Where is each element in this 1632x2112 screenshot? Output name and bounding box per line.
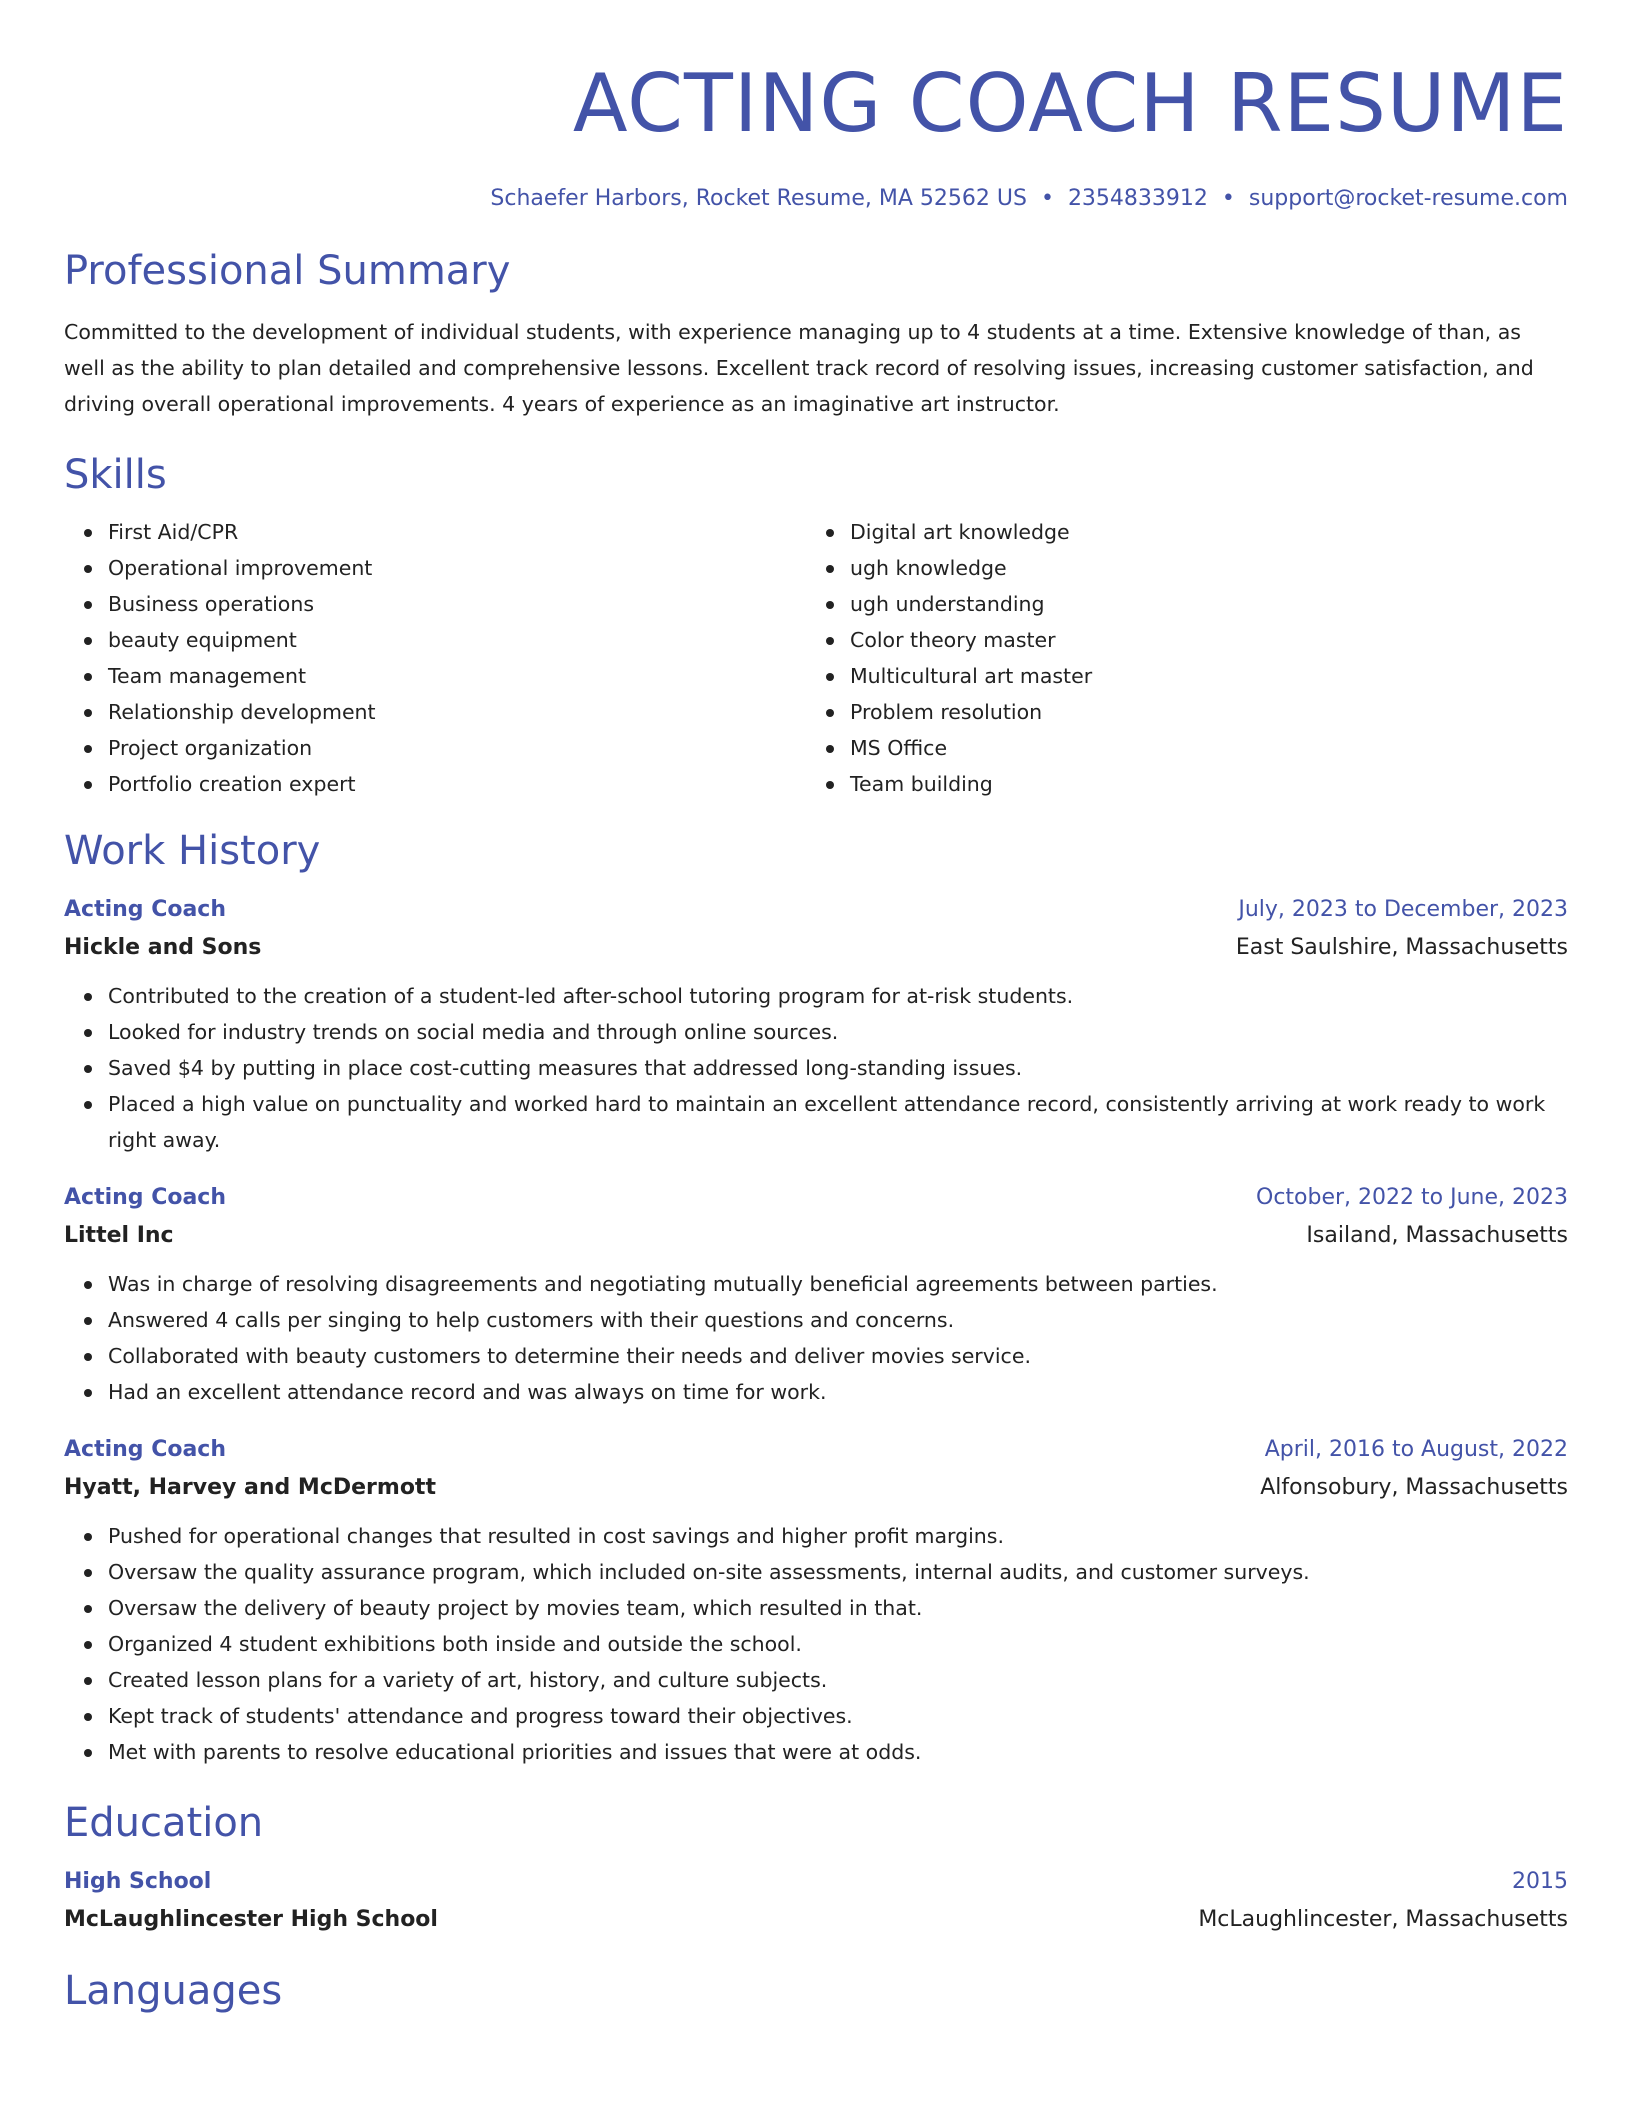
bullet-icon bbox=[826, 529, 834, 537]
bullet-icon bbox=[84, 1353, 92, 1361]
bullet-icon bbox=[826, 745, 834, 753]
job-company: Hyatt, Harvey and McDermott bbox=[64, 1475, 436, 1500]
contact-separator: • bbox=[1040, 186, 1054, 211]
list-item bbox=[850, 766, 1548, 802]
bullet-icon bbox=[84, 637, 92, 645]
list-item bbox=[108, 1518, 1568, 1554]
list-item-text: Business operations bbox=[108, 592, 315, 616]
list-item-text: Problem resolution bbox=[850, 700, 1043, 724]
contact-line bbox=[64, 182, 1568, 216]
job-role: Acting Coach bbox=[64, 897, 227, 922]
list-item bbox=[108, 1662, 1568, 1698]
bullet-icon bbox=[84, 1605, 92, 1613]
list-item-text: Kept track of students' attendance and progress toward their objectives. bbox=[108, 1704, 853, 1728]
job-company: Hickle and Sons bbox=[64, 935, 262, 960]
list-item bbox=[850, 730, 1548, 766]
education-school: McLaughlincester High School bbox=[64, 1907, 438, 1932]
skills-heading: Skills bbox=[64, 452, 167, 498]
job-dates: July, 2023 to December, 2023 bbox=[1238, 897, 1568, 922]
job-dates: October, 2022 to June, 2023 bbox=[1256, 1185, 1568, 1210]
bullet-icon bbox=[826, 637, 834, 645]
bullet-icon bbox=[84, 1029, 92, 1037]
job-bullets bbox=[64, 1266, 1568, 1410]
contact-phone: 2354833912 bbox=[1067, 186, 1208, 211]
list-item-text: Created lesson plans for a variety of art, history, and culture subjects. bbox=[108, 1668, 828, 1692]
summary-text: Committed to the development of individual students, with experience managing up to 4 students at a time. Extensive knowledge of than, as well as the ability to plan detailed and comprehensive lessons. Excellent track record of resolving issues, increasing customer satisfaction, and driving overall operational improvements. 4 years of experience as an imaginative art instructor. bbox=[64, 320, 1534, 416]
list-item-text: Team management bbox=[108, 664, 307, 688]
bullet-icon bbox=[84, 1749, 92, 1757]
bullet-icon bbox=[84, 673, 92, 681]
bullet-icon bbox=[84, 781, 92, 789]
skills-left-column bbox=[64, 514, 806, 802]
list-item bbox=[108, 514, 806, 550]
list-item bbox=[850, 550, 1548, 586]
bullet-icon bbox=[826, 565, 834, 573]
list-item-text: Project organization bbox=[108, 736, 313, 760]
bullet-icon bbox=[84, 601, 92, 609]
job-entry bbox=[64, 1180, 1568, 1410]
bullet-icon bbox=[84, 1641, 92, 1649]
list-item-text: MS Office bbox=[850, 736, 948, 760]
bullet-icon bbox=[84, 1065, 92, 1073]
job-role: Acting Coach bbox=[64, 1185, 227, 1210]
job-entry bbox=[64, 1432, 1568, 1770]
list-item-text: Team building bbox=[850, 772, 993, 796]
education-heading: Education bbox=[64, 1800, 264, 1846]
skills-columns bbox=[64, 514, 1568, 802]
job-dates: April, 2016 to August, 2022 bbox=[1264, 1437, 1568, 1462]
languages-heading: Languages bbox=[64, 1968, 283, 2014]
list-item-text: Multicultural art master bbox=[850, 664, 1093, 688]
list-item-text: Oversaw the delivery of beauty project by movies team, which resulted in that. bbox=[108, 1596, 923, 1620]
education-entry bbox=[64, 1864, 1568, 1940]
bullet-icon bbox=[826, 673, 834, 681]
work-history-list bbox=[64, 892, 1568, 1770]
bullet-icon bbox=[84, 1569, 92, 1577]
resume-title: ACTING COACH RESUME bbox=[572, 57, 1568, 150]
job-detail-row bbox=[64, 1468, 1568, 1508]
list-item-text: Saved $4 by putting in place cost-cutting measures that addressed long-standing issues. bbox=[108, 1056, 1023, 1080]
list-item bbox=[108, 658, 806, 694]
contact-email[interactable]: support@rocket-resume.com bbox=[1248, 186, 1568, 211]
list-item bbox=[850, 586, 1548, 622]
job-bullets bbox=[64, 978, 1568, 1158]
job-location: Isailand, Massachusetts bbox=[1306, 1223, 1568, 1248]
bullet-icon bbox=[84, 1713, 92, 1721]
skills-right-column bbox=[806, 514, 1548, 802]
list-item-text: Was in charge of resolving disagreements and negotiating mutually beneficial agreements between parties. bbox=[108, 1272, 1218, 1296]
list-item-text: Collaborated with beauty customers to determine their needs and deliver movies service. bbox=[108, 1344, 1031, 1368]
bullet-icon bbox=[84, 1533, 92, 1541]
list-item bbox=[850, 514, 1548, 550]
list-item-text: Relationship development bbox=[108, 700, 376, 724]
list-item bbox=[108, 730, 806, 766]
list-item bbox=[108, 1302, 1568, 1338]
list-item-text: ugh knowledge bbox=[850, 556, 1007, 580]
list-item-text: First Aid/CPR bbox=[108, 520, 239, 544]
list-item-text: Placed a high value on punctuality and worked hard to maintain an excellent attendance record, consistently arriving at work ready to work right away. bbox=[108, 1092, 1546, 1152]
list-item-text: Color theory master bbox=[850, 628, 1056, 652]
list-item bbox=[108, 1374, 1568, 1410]
list-item bbox=[108, 622, 806, 658]
job-detail-row bbox=[64, 928, 1568, 968]
list-item bbox=[108, 978, 1568, 1014]
list-item bbox=[108, 1698, 1568, 1734]
contact-address: Schaefer Harbors, Rocket Resume, MA 52562 US bbox=[490, 186, 1027, 211]
list-item bbox=[108, 586, 806, 622]
list-item bbox=[108, 1590, 1568, 1626]
education-location: McLaughlincester, Massachusetts bbox=[1198, 1907, 1568, 1932]
list-item-text: Looked for industry trends on social media and through online sources. bbox=[108, 1020, 839, 1044]
bullet-icon bbox=[84, 1389, 92, 1397]
job-company: Littel Inc bbox=[64, 1223, 174, 1248]
list-item bbox=[108, 1338, 1568, 1374]
education-header-row bbox=[64, 1864, 1568, 1900]
bullet-icon bbox=[84, 993, 92, 1001]
list-item-text: Had an excellent attendance record and was always on time for work. bbox=[108, 1380, 827, 1404]
resume-page bbox=[64, 0, 1568, 2018]
job-location: Alfonsobury, Massachusetts bbox=[1260, 1475, 1568, 1500]
list-item-text: Digital art knowledge bbox=[850, 520, 1070, 544]
contact-separator: • bbox=[1221, 186, 1235, 211]
bullet-icon bbox=[84, 745, 92, 753]
list-item-text: Organized 4 student exhibitions both inside and outside the school. bbox=[108, 1632, 802, 1656]
job-header-row bbox=[64, 1432, 1568, 1468]
list-item-text: Pushed for operational changes that resulted in cost savings and higher profit margins. bbox=[108, 1524, 1004, 1548]
job-role: Acting Coach bbox=[64, 1437, 227, 1462]
bullet-icon bbox=[84, 1677, 92, 1685]
list-item-text: Met with parents to resolve educational priorities and issues that were at odds. bbox=[108, 1740, 922, 1764]
bullet-icon bbox=[84, 1281, 92, 1289]
list-item-text: Answered 4 calls per singing to help customers with their questions and concerns. bbox=[108, 1308, 955, 1332]
job-header-row bbox=[64, 1180, 1568, 1216]
bullet-icon bbox=[84, 1317, 92, 1325]
summary-heading: Professional Summary bbox=[64, 248, 511, 294]
list-item bbox=[108, 1266, 1568, 1302]
job-entry bbox=[64, 892, 1568, 1158]
list-item bbox=[108, 1734, 1568, 1770]
list-item bbox=[108, 694, 806, 730]
list-item bbox=[108, 550, 806, 586]
bullet-icon bbox=[84, 1101, 92, 1109]
list-item bbox=[850, 658, 1548, 694]
bullet-icon bbox=[826, 709, 834, 717]
job-detail-row bbox=[64, 1216, 1568, 1256]
list-item bbox=[108, 1554, 1568, 1590]
job-bullets bbox=[64, 1518, 1568, 1770]
education-year: 2015 bbox=[1512, 1869, 1568, 1894]
list-item-text: Operational improvement bbox=[108, 556, 373, 580]
job-location: East Saulshire, Massachusetts bbox=[1235, 935, 1568, 960]
job-header-row bbox=[64, 892, 1568, 928]
bullet-icon bbox=[826, 601, 834, 609]
list-item-text: Contributed to the creation of a student-led after-school tutoring program for at-risk students. bbox=[108, 984, 1074, 1008]
list-item bbox=[850, 694, 1548, 730]
education-degree: High School bbox=[64, 1869, 212, 1894]
list-item bbox=[108, 1626, 1568, 1662]
bullet-icon bbox=[826, 781, 834, 789]
bullet-icon bbox=[84, 565, 92, 573]
list-item-text: beauty equipment bbox=[108, 628, 297, 652]
list-item bbox=[108, 1014, 1568, 1050]
list-item bbox=[108, 1086, 1568, 1158]
list-item-text: Oversaw the quality assurance program, which included on-site assessments, internal audits, and customer surveys. bbox=[108, 1560, 1310, 1584]
list-item-text: Portfolio creation expert bbox=[108, 772, 356, 796]
list-item bbox=[108, 766, 806, 802]
list-item bbox=[850, 622, 1548, 658]
list-item bbox=[108, 1050, 1568, 1086]
bullet-icon bbox=[84, 709, 92, 717]
bullet-icon bbox=[84, 529, 92, 537]
education-detail-row bbox=[64, 1900, 1568, 1940]
list-item-text: ugh understanding bbox=[850, 592, 1045, 616]
work-history-heading: Work History bbox=[64, 828, 321, 874]
